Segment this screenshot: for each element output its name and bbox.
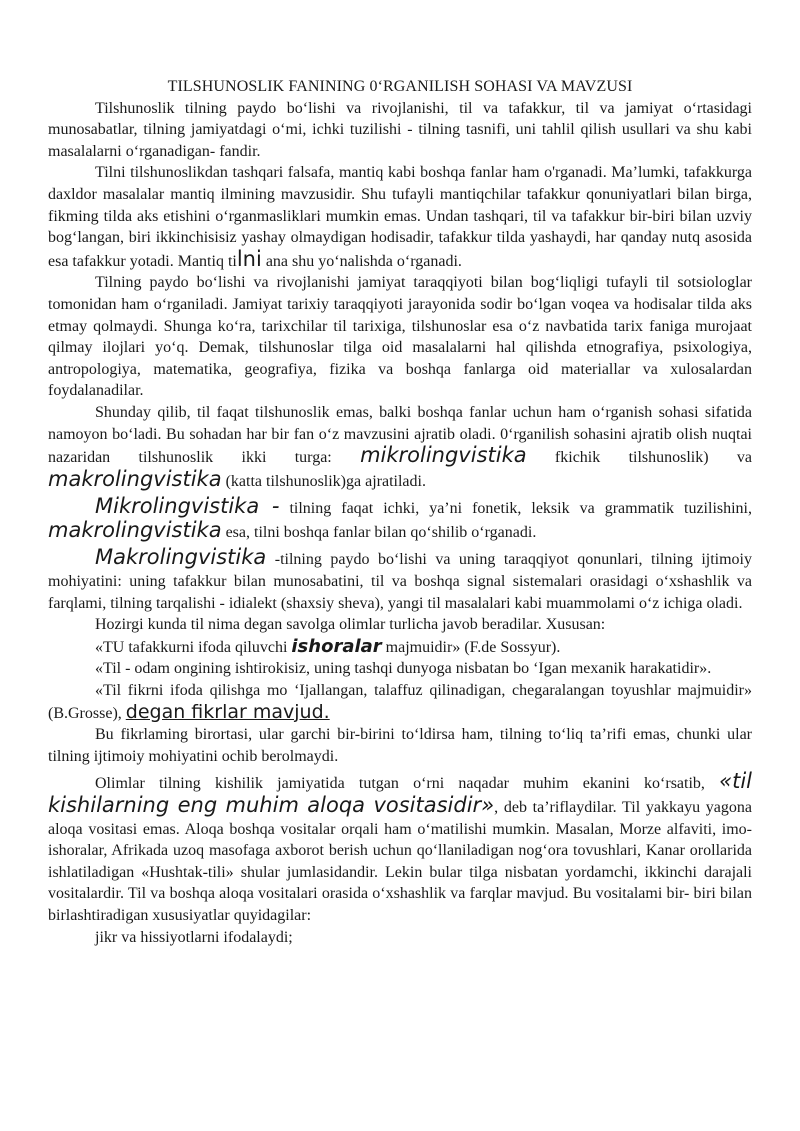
paragraph-quote-grosse xyxy=(48,680,752,724)
paragraph-text: Hozirgi kunda til nima degan savolga olimlar turlicha javob beradilar. Xususan: xyxy=(95,616,606,634)
paragraph-communication xyxy=(48,771,752,926)
paragraph-text: fkichik tilshunoslik) va xyxy=(526,449,752,467)
term-microlinguistics: mikrolingvistika xyxy=(360,443,527,468)
term-macrolinguistics: makrolingvistika xyxy=(48,466,222,491)
paragraph-text: Bu fikrlaming birortasi, ular garchi bir-birini to‘ldirsa ham, tilning to‘liq ta’rifi emas, chunki ular tilning ijtimoiy mohiyatini ochib berolmaydi. xyxy=(48,726,752,765)
paragraph-text: Tilni tilshunoslikdan tashqari falsafa, mantiq kabi boshqa fanlar ham o'rganadi. Ma’lumki, tafakkurga daxldor masalalar mantiq ilmining mavzusidir. Shu tufayli mantiqchilar tafakkur qonuniyatlari bilan birga, fikming tilda aks etishini o‘rganmasliklari mumkin emas. Undan tashqari, til va tafakkur bir-biri bilan uzviy bog‘langan, biri ikkinchisisiz yashay olmaydigan hodisadir, tafakkur tilda yashaydi, har qanday nutq asosida esa tafakkur yotadi. Mantiq ti xyxy=(48,164,752,270)
paragraph-definitions-intro xyxy=(48,614,752,636)
term-macrolinguistics: Makrolingvistika xyxy=(95,545,267,570)
paragraph-text: tilning faqat ichki, ya’ni fonetik, leksik va grammatik tuzilishini, xyxy=(279,500,753,518)
paragraph-quote-saussure xyxy=(48,636,752,659)
document-page xyxy=(48,76,752,948)
term-microlinguistics: Mikrolingvistika - xyxy=(95,494,280,519)
term-signs: ishoralar xyxy=(291,635,382,657)
paragraph-text: Shunday qilib, til faqat tilshunoslik emas, balki boshqa fanlar uchun ham o‘rganish sohasi sifatida namoyon bo‘ladi. Bu sohadan har bir fan o‘z mavzusini ajratib oladi. 0‘rganilish sohasini ajratib olish nuqtai nazaridan tilshunoslik ikki turga: xyxy=(48,403,752,467)
paragraph-microlinguistics xyxy=(48,496,752,543)
paragraph-list-item xyxy=(48,927,752,949)
enlarged-fragment: lni xyxy=(236,246,262,271)
paragraph-text: majmuidir» (F.de Sossyur). xyxy=(381,638,561,656)
quote-communication-means: «til kishilarning eng muhim aloqa vositasidir» xyxy=(48,769,752,817)
paragraph-philosophy-logic xyxy=(48,162,752,272)
paragraph-text: Olimlar tilning kishilik jamiyatida tutgan o‘rni naqadar muhim ekanini ko‘rsatib, xyxy=(95,775,720,793)
paragraph-macrolinguistics xyxy=(48,547,752,614)
paragraph-text: Tilshunoslik tilning paydo bo‘lishi va rivojlanishi, til va tafakkur, til va jamiyat o‘rtasidagi munosabatlar, tilning jamiyatdagi o‘mi, ichki tuzilishi - tilning tasnifi, uni tahlil qilish usullari va shu kabi masalalarni o‘rganadigan- fandir. xyxy=(48,99,752,160)
document-title: TILSHUNOSLIK FANINING 0‘RGANILISH SOHASI VA MAVZUSI xyxy=(167,78,633,95)
paragraph-text: (katta tilshunoslik)ga ajratiladi. xyxy=(221,472,426,490)
term-macrolinguistics: makrolingvistika xyxy=(48,517,222,542)
paragraph-text: -tilning paydo bo‘lishi va uning taraqqiyot qonunlari, tilning ijtimoiy mohiyatini: uning tafakkur bilan munosabatini, til va boshqa signal sistemalari orasidagi o‘xshashlik va farqlami, tilning tarqalishi - idialekt (shaxsiy sheva), yangi til masalalari kabi muammolami o‘z ichiga oladi. xyxy=(48,551,752,612)
paragraph-text: «TU tafakkurni ifoda qiluvchi xyxy=(95,638,292,656)
paragraph-text: Tilning paydo bo‘lishi va rivojlanishi jamiyat taraqqiyoti bilan bog‘liqligi tufayli til sotsiologlar tomonidan ham o‘rganiladi. Jamiyat tarixiy taraqqiyoti jarayonida sodir bo‘lgan voqea va hodisalar tilda aks etmay qolmaydi. Shunga ko‘ra, tarixchilar til tarixiga, tilshunoslar esa o‘z navbatida tarix faniga murojaat qilmay ilojlari yo‘q. Demak, tilshunoslar tilga oid masalalarni hal qilishda etnografiya, psixologiya, antropologiya, matematika, geografiya, fizika va boshqa fanlarga oid materiallar va xulosalardan foydalanadilar. xyxy=(48,274,752,400)
paragraph-definition xyxy=(48,98,752,163)
paragraph-text: esa, tilni boshqa fanlar bilan qo‘shilib o‘rganadi. xyxy=(221,523,537,541)
underlined-fragment: degan fikrlar mavjud. xyxy=(125,700,330,723)
paragraph-text: «Til fikrni ifoda qilishga mo ‘Ijallangan, talaffuz qilinadigan, chegaralangan toyushlar majmuidir» (B.Grosse), xyxy=(48,682,752,722)
paragraph-evaluation xyxy=(48,724,752,767)
paragraph-text: jikr va hissiyotlarni ifodalaydi; xyxy=(95,928,293,946)
paragraph-quote-mechanical xyxy=(48,658,752,680)
paragraph-two-types xyxy=(48,402,752,492)
paragraph-text: ana shu yo‘nalishda o‘rganadi. xyxy=(261,252,462,270)
paragraph-text: «Til - odam ongining ishtirokisiz, uning tashqi dunyoga nisbatan bo ‘Igan mexanik harakatidir». xyxy=(95,660,712,678)
paragraph-sociology xyxy=(48,272,752,402)
paragraph-text: , deb ta’riflaydilar. Til yakkayu yagona aloqa vositasi emas. Aloqa boshqa vositalar orqali ham o‘matilishi mumkin. Masalan, Morze alfaviti, imo-ishoralar, Afrikada uzoq masofaga axborot berish uchun qo‘llaniladigan nog‘ora tovushlari, Kanar orollarida ishlatiladigan «Hushtak-tili» shular jumlasidandir. Lekin bular tilga nisbatan yordamchi, ikkinchi darajali vositalardir. Til va boshqa aloqa vositalari orasida o‘xshashlik va farqlar mavjud. Bu vositalami bir- biri bilan birlashtiradigan xususiyatlar quyidagilar: xyxy=(48,799,752,924)
